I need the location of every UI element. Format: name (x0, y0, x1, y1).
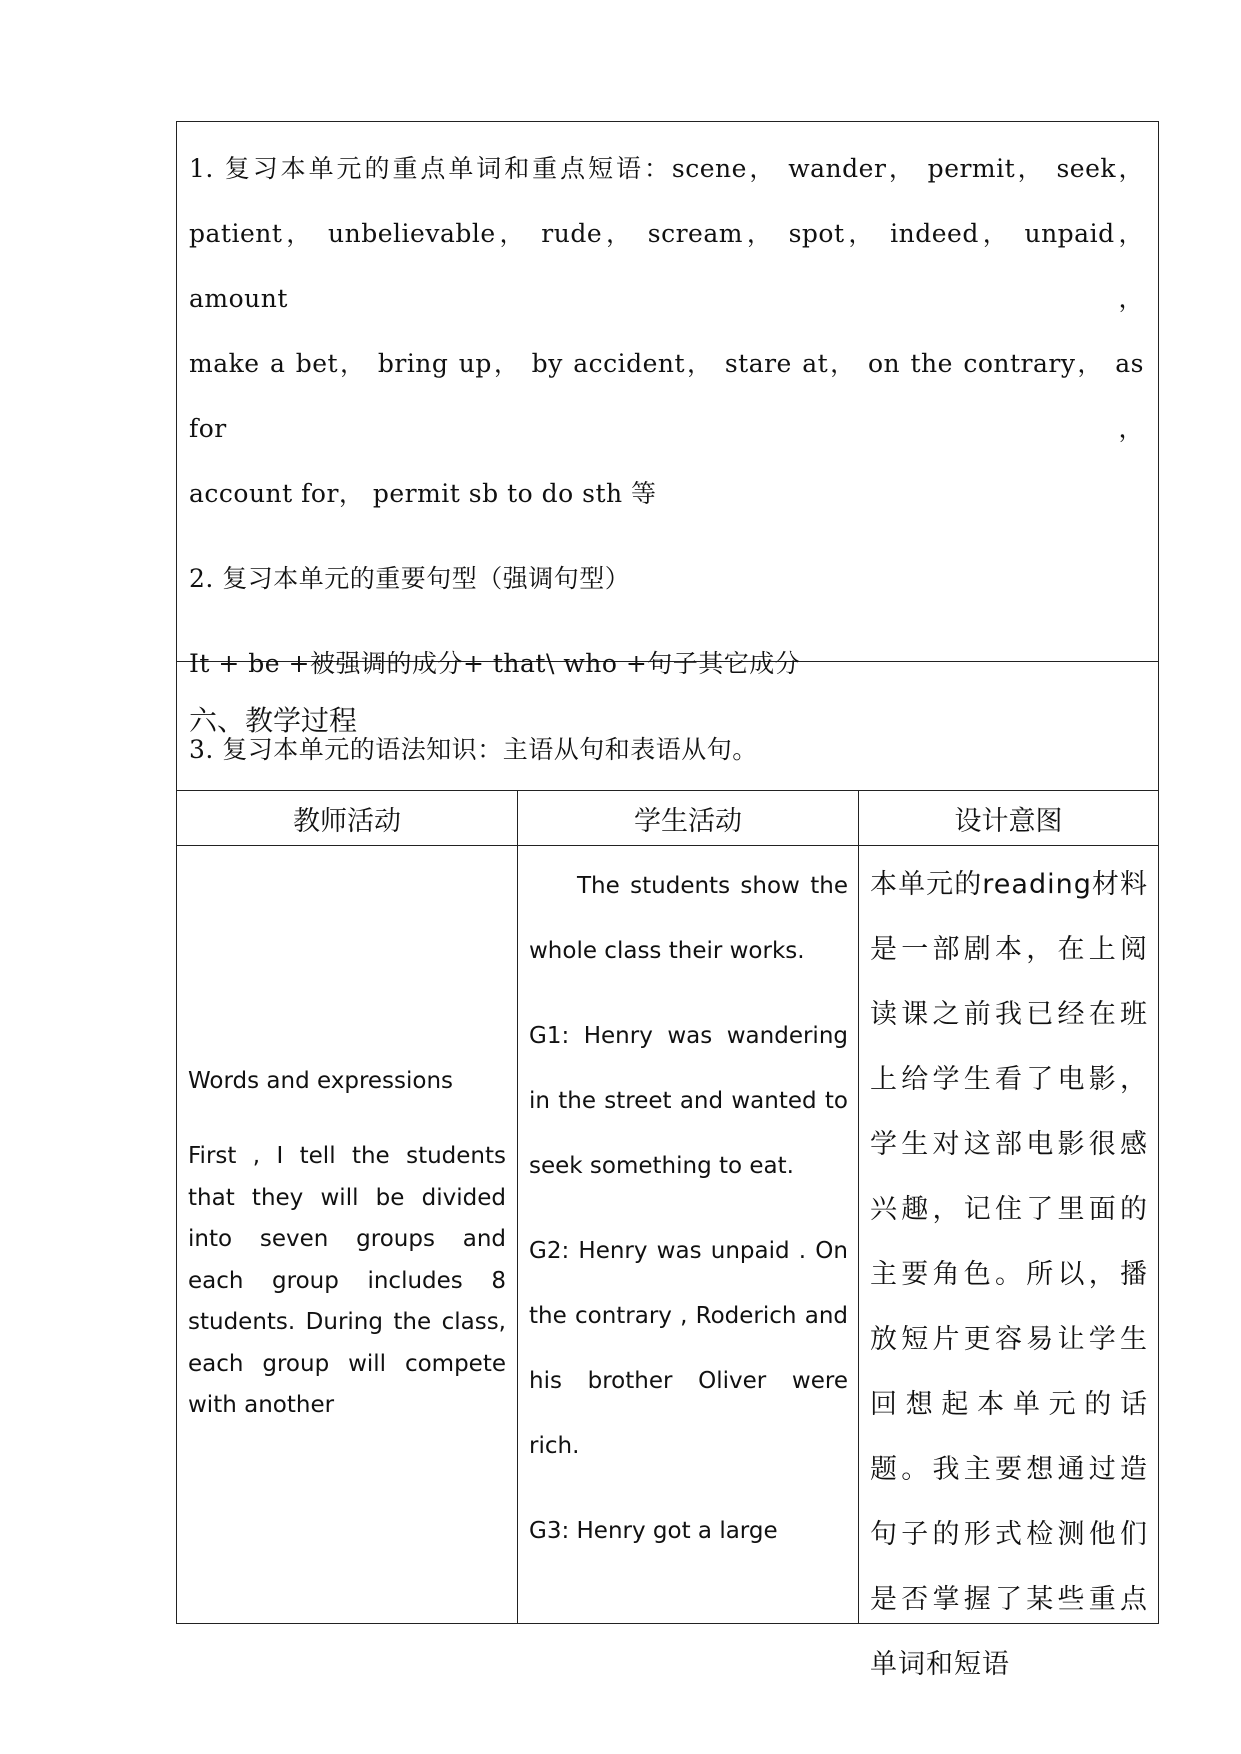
student-activity-cell (518, 846, 859, 1623)
teacher-activity-heading: Words and expressions (188, 1068, 454, 1094)
header-design-intent: 设计意图 (859, 791, 1158, 846)
objective-1-line-3: make a bet， bring up， by accident， stare at， on the contrary， as for， (189, 349, 1144, 443)
student-paragraph-intro: The students show the whole class their works. (529, 873, 848, 964)
objective-2: 2. 复习本单元的重要句型（强调句型） (189, 564, 631, 593)
objective-3: 3. 复习本单元的语法知识：主语从句和表语从句。 (189, 735, 758, 764)
process-grid (177, 791, 1158, 1680)
section-title: 六、教学过程 (177, 662, 1158, 791)
lesson-plan-table (176, 121, 1159, 1680)
student-paragraph-g1: G1: Henry was wandering in the street and wanted to seek something to eat. (529, 1023, 848, 1179)
design-intent-text: 本单元的reading材料是一部剧本，在上阅读课之前我已经在班上给学生看了电影，学生对这部电影很感兴趣，记住了里面的主要角色。所以，播放短片更容易让学生回想起本单元的话题。我主要想通过造句子的形式检测他们是否掌握了某些重点单词和短语 (870, 869, 1148, 1680)
objective-1-line-2: patient， unbelievable， rude， scream， spot， indeed， unpaid， amount， (189, 219, 1144, 313)
teacher-activity-paragraph: First , I tell the students that they will be divided into seven groups and each group includes 8 students. During the class, each group will compete with another (188, 1143, 506, 1418)
header-teacher-activity: 教师活动 (177, 791, 518, 846)
design-intent-cell (859, 846, 1158, 1680)
emphasis-formula: It + be +被强调的成分+ that\ who +句子其它成分 (189, 649, 801, 678)
objective-1-line-4: account for， permit sb to do sth 等 (189, 479, 657, 508)
objective-1-line-1: 1. 复习本单元的重点单词和重点短语：scene， wander， permit， seek， (189, 154, 1144, 183)
teacher-activity-cell (177, 846, 518, 1623)
header-student-activity: 学生活动 (518, 791, 859, 846)
student-paragraph-g3: G3: Henry got a large (529, 1518, 778, 1544)
student-paragraph-g2: G2: Henry was unpaid . On the contrary , Roderich and his brother Oliver were rich. (529, 1238, 848, 1459)
